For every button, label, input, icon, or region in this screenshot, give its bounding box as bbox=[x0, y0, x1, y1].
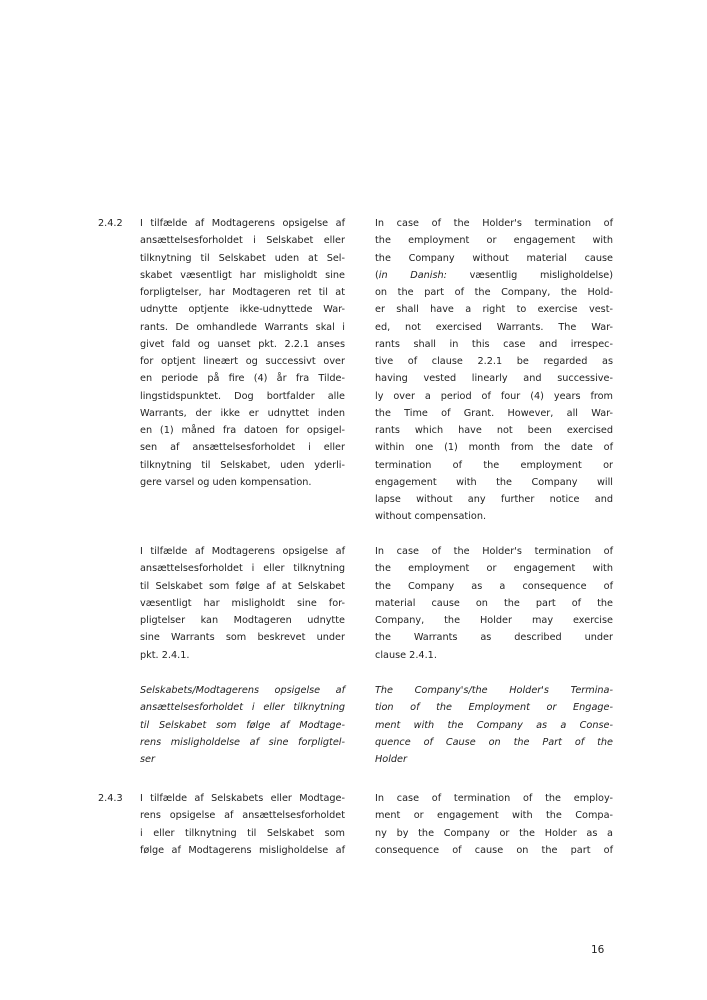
text-line: gere varsel og uden kompensation. bbox=[140, 476, 312, 488]
text-line: quence of Cause on the Part of the bbox=[375, 736, 613, 748]
paragraph-english bbox=[375, 215, 613, 526]
text-line: pkt. 2.4.1. bbox=[140, 649, 190, 661]
text-line: ansættelsesforholdet i eller tilknytning bbox=[140, 702, 345, 714]
text-line: termination of the employment or bbox=[375, 459, 613, 471]
text-line bbox=[375, 267, 613, 284]
italic-term: in Danish: bbox=[378, 269, 447, 281]
text-segment: væsentlig misligholdelse) bbox=[446, 269, 613, 281]
text-line: sen af ansættelsesforholdet i eller bbox=[140, 442, 345, 454]
text-line: In case of the Holder's termination of bbox=[375, 218, 613, 229]
text-line: the Company as a consequence of bbox=[375, 580, 613, 592]
text-line: tilknytning til Selskabet uden at Sel- bbox=[140, 252, 345, 264]
text-line: lingstidspunktet. Dog bortfalder alle bbox=[140, 390, 345, 402]
text-line: In case of the Holder's termination of bbox=[375, 546, 613, 557]
text-segment: ( bbox=[375, 269, 379, 281]
text-line: til Selskabet som følge af Modtage- bbox=[140, 719, 345, 731]
text-line: er shall have a right to exercise vest- bbox=[375, 304, 613, 316]
text-line: the Warrants as described under bbox=[375, 632, 613, 644]
text-line: rens opsigelse af ansættelsesforholdet bbox=[140, 810, 345, 822]
text-line: rens misligholdelse af sine forpligtel- bbox=[140, 736, 345, 748]
text-line: ly over a period of four (4) years from bbox=[375, 390, 613, 402]
text-line: having vested linearly and successive- bbox=[375, 373, 613, 385]
text-line: material cause on the part of the bbox=[375, 597, 613, 609]
text-line: ansættelsesforholdet i Selskabet eller bbox=[140, 235, 345, 247]
text-line: forpligtelser, har Modtageren ret til at bbox=[140, 287, 345, 298]
text-line: udnytte optjente ikke-udnyttede War- bbox=[140, 304, 345, 316]
page-number: 16 bbox=[591, 944, 605, 956]
text-line: the employment or engagement with bbox=[375, 235, 613, 247]
text-line: ment with the Company as a Conse- bbox=[375, 719, 613, 731]
heading-danish bbox=[140, 682, 345, 768]
text-line: til Selskabet som følge af at Selskabet bbox=[140, 580, 345, 592]
text-line: i eller tilknytning til Selskabet som bbox=[140, 827, 345, 839]
text-line: I tilfælde af Modtagerens opsigelse af bbox=[140, 546, 345, 557]
heading-english bbox=[375, 682, 613, 768]
clause-number: 2.4.2 bbox=[98, 218, 123, 229]
text-line: Warrants, der ikke er udnyttet inden bbox=[140, 407, 345, 419]
text-line: I tilfælde af Selskabets eller Modtage- bbox=[140, 793, 345, 804]
text-line: on the part of the Company, the Hold- bbox=[375, 287, 613, 298]
text-line: without compensation. bbox=[375, 511, 487, 523]
text-line: Company, the Holder may exercise bbox=[375, 615, 613, 626]
text-line: lapse without any further notice and bbox=[375, 494, 613, 505]
text-line: for optjent lineært og successivt over bbox=[140, 356, 345, 367]
text-line: tion of the Employment or Engage- bbox=[375, 702, 613, 714]
paragraph-danish bbox=[140, 543, 345, 664]
text-line: The Company's/the Holder's Termina- bbox=[375, 685, 613, 696]
text-line: within one (1) month from the date of bbox=[375, 442, 613, 454]
text-line: ment or engagement with the Compa- bbox=[375, 810, 613, 822]
text-line: sine Warrants som beskrevet under bbox=[140, 632, 345, 644]
text-line: the Time of Grant. However, all War- bbox=[375, 407, 613, 419]
text-line: tilknytning til Selskabet, uden yderli- bbox=[140, 459, 345, 471]
text-line: I tilfælde af Modtagerens opsigelse af bbox=[140, 218, 345, 229]
paragraph-english bbox=[375, 543, 613, 664]
text-line: the Company without material cause bbox=[375, 252, 613, 264]
text-line: rants which have not been exercised bbox=[375, 425, 613, 436]
text-line: tive of clause 2.2.1 be regarded as bbox=[375, 356, 613, 367]
paragraph-english bbox=[375, 790, 613, 859]
text-line: In case of termination of the employ- bbox=[375, 793, 613, 804]
text-line: clause 2.4.1. bbox=[375, 649, 437, 661]
text-line: ed, not exercised Warrants. The War- bbox=[375, 321, 613, 333]
text-line: ser bbox=[140, 754, 155, 765]
text-line: engagement with the Company will bbox=[375, 476, 613, 488]
text-line: consequence of cause on the part of bbox=[375, 844, 613, 856]
text-line: ny by the Company or the Holder as a bbox=[375, 827, 613, 839]
text-line: en periode på fire (4) år fra Tilde- bbox=[140, 373, 345, 385]
paragraph-danish bbox=[140, 215, 345, 491]
text-line: følge af Modtagerens misligholdelse af bbox=[140, 844, 345, 856]
text-line: ansættelsesforholdet i eller tilknytning bbox=[140, 563, 345, 575]
text-line: the employment or engagement with bbox=[375, 563, 613, 575]
text-line: givet fald og uanset pkt. 2.2.1 anses bbox=[140, 338, 345, 350]
text-line: pligtelser kan Modtageren udnytte bbox=[140, 615, 345, 626]
text-line: rants shall in this case and irrespec- bbox=[375, 338, 613, 350]
clause-number: 2.4.3 bbox=[98, 793, 123, 804]
paragraph-danish bbox=[140, 790, 345, 859]
text-line: væsentligt har misligholdt sine for- bbox=[140, 597, 345, 609]
text-line: Holder bbox=[375, 754, 407, 765]
text-line: Selskabets/Modtagerens opsigelse af bbox=[140, 685, 345, 696]
text-line: en (1) måned fra datoen for opsigel- bbox=[140, 425, 345, 436]
text-line: rants. De omhandlede Warrants skal i bbox=[140, 321, 345, 333]
text-line: skabet væsentligt har misligholdt sine bbox=[140, 269, 345, 281]
